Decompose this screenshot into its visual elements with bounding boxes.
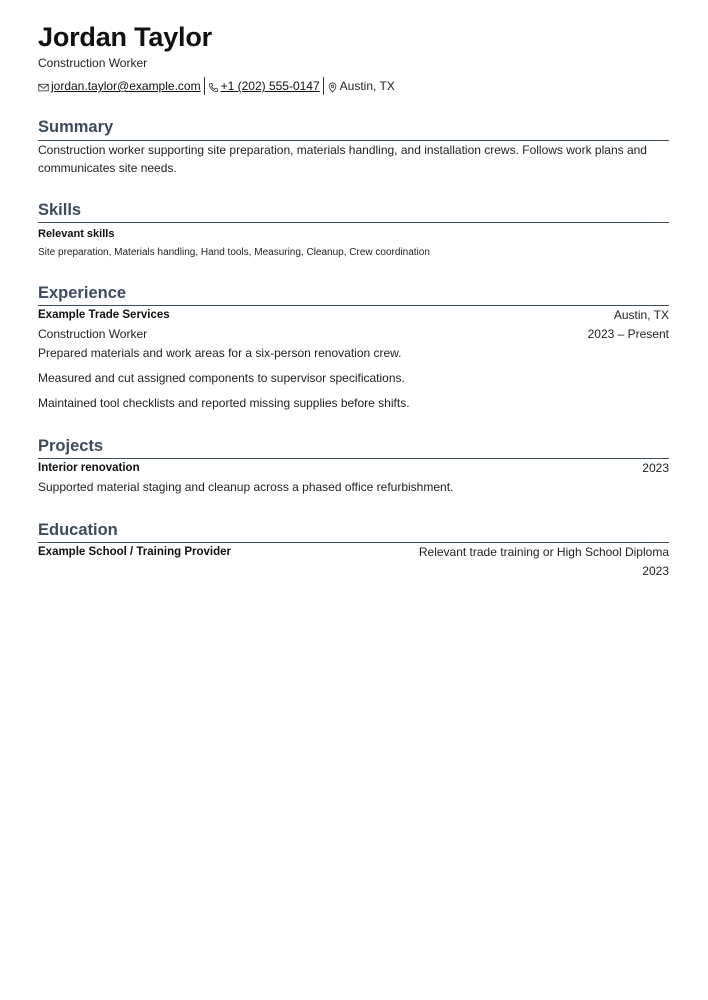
email-link[interactable]: jordan.taylor@example.com	[51, 79, 201, 93]
experience-company: Example Trade Services	[38, 309, 170, 321]
skills-heading: Skills	[38, 201, 82, 219]
experience-bullet: Prepared materials and work areas for a six-person renovation crew.	[38, 346, 402, 360]
phone-icon	[208, 82, 219, 93]
project-year: 2023	[642, 461, 669, 475]
project-name: Interior renovation	[38, 462, 140, 474]
education-heading: Education	[38, 521, 118, 539]
project-description: Supported material staging and cleanup across a phased office refurbishment.	[38, 480, 454, 494]
section-divider	[38, 222, 669, 223]
skills-list: Site preparation, Materials handling, Hand tools, Measuring, Cleanup, Crew coordination	[38, 247, 430, 258]
phone-link[interactable]: +1 (202) 555-0147	[220, 79, 320, 93]
candidate-title: Construction Worker	[38, 56, 148, 70]
experience-heading: Experience	[38, 284, 127, 302]
education-credential: Relevant trade training or High School Diploma	[418, 545, 669, 559]
contact-bar	[38, 76, 395, 96]
summary-heading: Summary	[38, 118, 114, 136]
skills-group-label: Relevant skills	[38, 228, 115, 240]
education-school: Example School / Training Provider	[38, 546, 231, 558]
mail-icon	[38, 82, 49, 93]
experience-bullet: Measured and cut assigned components to supervisor specifications.	[38, 371, 405, 385]
candidate-name: Jordan Taylor	[38, 22, 212, 52]
experience-location: Austin, TX	[613, 308, 669, 322]
location-text: Austin, TX	[339, 79, 395, 93]
projects-heading: Projects	[38, 437, 104, 455]
contact-phone[interactable]	[208, 79, 320, 93]
summary-text: Construction worker supporting site preparation, materials handling, and installation crews. Follows work plans and communicates site needs.	[38, 143, 647, 175]
contact-divider	[323, 77, 324, 95]
contact-location	[327, 79, 395, 93]
location-pin-icon	[327, 82, 338, 93]
education-year: 2023	[642, 564, 669, 578]
contact-divider	[204, 77, 205, 95]
experience-dates: 2023 – Present	[587, 327, 669, 341]
experience-position: Construction Worker	[38, 327, 148, 341]
contact-email[interactable]	[38, 79, 201, 93]
experience-bullet: Maintained tool checklists and reported missing supplies before shifts.	[38, 396, 410, 410]
